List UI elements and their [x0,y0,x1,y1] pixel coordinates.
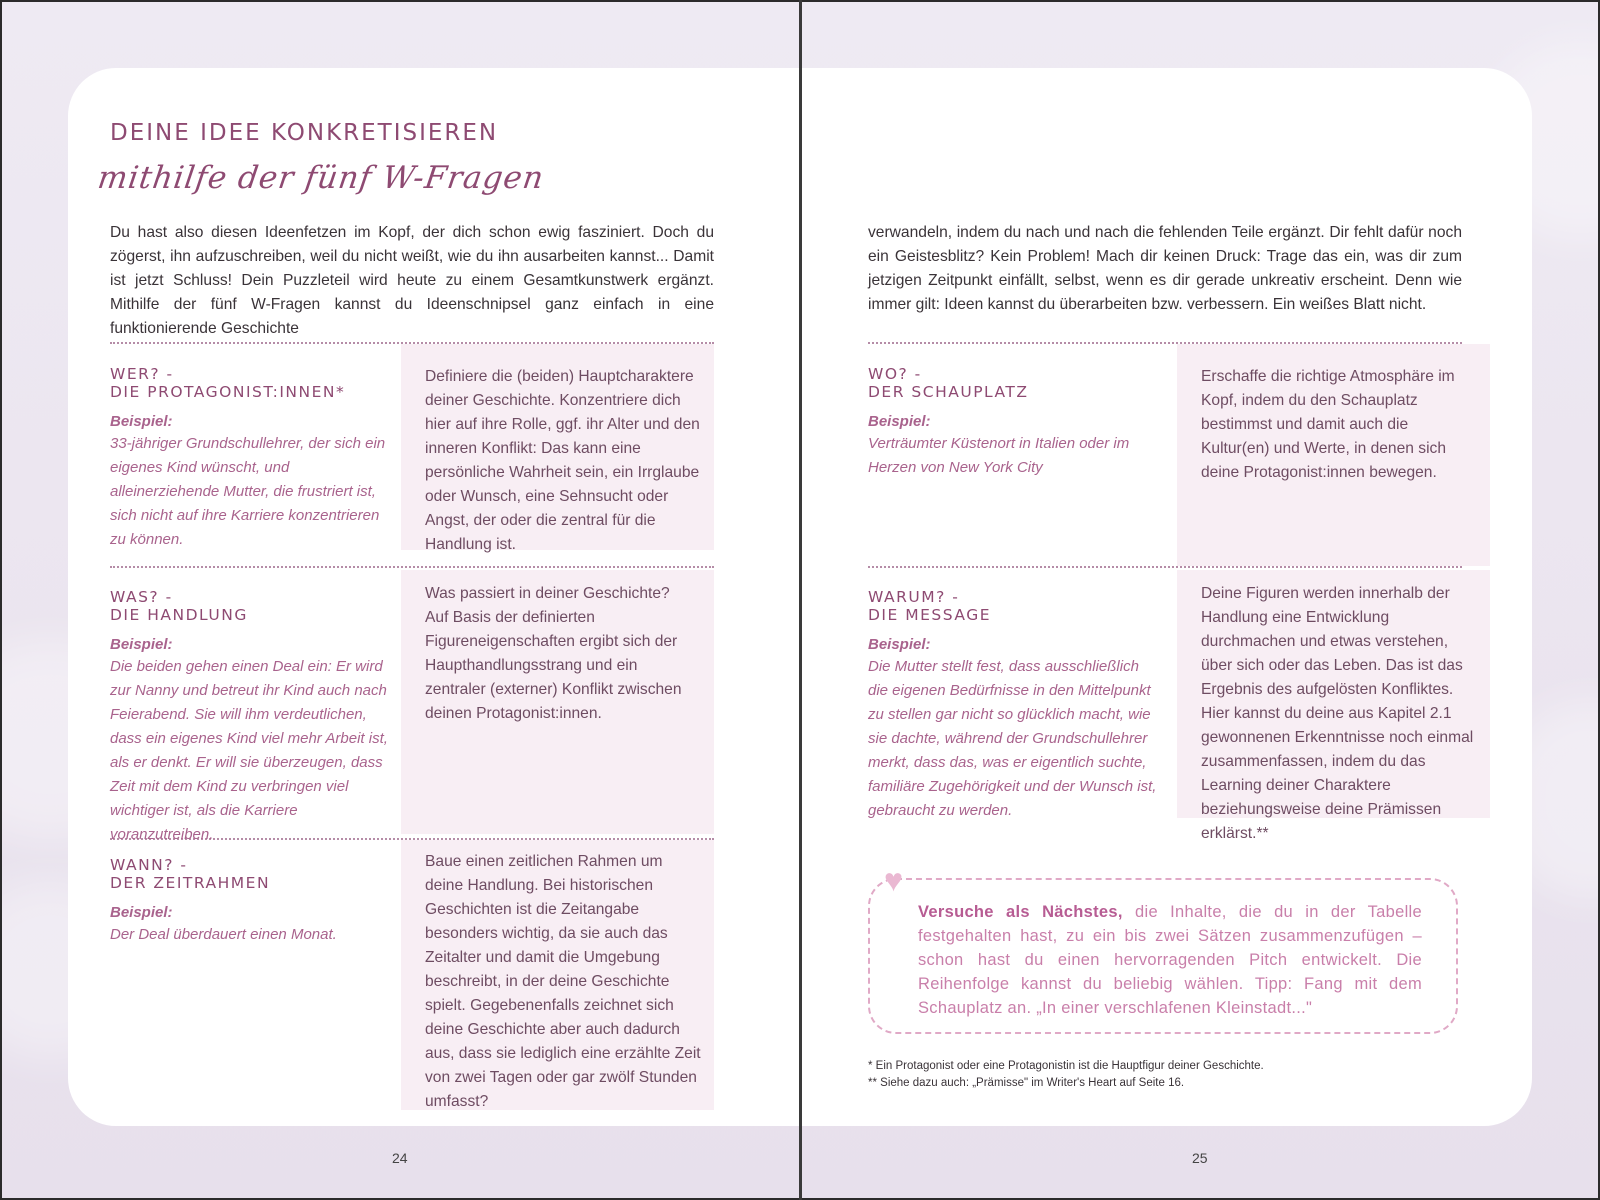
example-label: Beispiel: [110,636,173,653]
tip-text: Versuche als Nächstes, die Inhalte, die du in der Tabelle festgehalten hast, zu ein bis zwei Sätzen zusammenzufügen – schon hast du einen hervorragenden Pitch entwickelt. Die Reihenfolge kannst du beliebig wählen. Tipp: Fang mit dem Schauplatz an. „In einer verschlafenen Kleinstadt..." [918,903,1423,1017]
example-text: 33-jähriger Grundschullehrer, der sich ein eigenes Kind wünscht, und alleinerziehende Mutter, die frustriert ist, sich nicht auf ihre Karriere konzentrieren zu können. [110,435,386,548]
intro-text: Du hast also diesen Ideenfetzen im Kopf, der dich schon ewig fasziniert. Doch du zögerst, ihn aufzuschreiben, weil du nicht weißt, wie du ihn ausarbeiten kannst... Damit ist jetzt Schluss! Dein Puzzleteil wird heute zu einem Gesamtkunstwerk ergänzt. Mithilfe der fünf W-Fragen kannst du Ideenschnipsel ganz einfach in eine funktionierende Geschichte [110,224,714,337]
table-row [868,588,1160,823]
left-page [68,68,800,1126]
example-text: Die beiden gehen einen Deal ein: Er wird zur Nanny und betreut ihr Kind auch nach Feierabend. Sie will ihm verdeutlichen, dass ein eigenes Kind viel mehr Arbeit ist, als er denkt. Er will sie überzeugen, dass Zeit mit dem Kind zu verbringen viel wichtiger ist, als die Karriere voranzutreiben. [110,658,388,843]
right-page [802,68,1532,1126]
example-text: Verträumter Küstenort in Italien oder im Herzen von New York City [868,435,1130,476]
example-label: Beispiel: [110,904,173,921]
table-row [868,365,1160,480]
divider [868,342,1462,344]
table-row [110,856,392,947]
tip-box [868,862,1458,1034]
intro-text: verwandeln, indem du nach und nach die fehlenden Teile ergänzt. Dir fehlt dafür noch ein Geistesblitz? Kein Problem! Mach dir keinen Druck: Trage das ein, was dir zum jetzigen Zeitpunkt einfällt, selbst, wenn es dir gerade unkreativ erscheint. Denn wie immer gilt: Ideen kannst du überarbeiten bzw. verbessern. Ein weißes Blatt nicht. [868,224,1462,313]
question-label: WO? - DER SCHAUPLATZ [868,365,1029,401]
question-label: WER? - DIE PROTAGONIST:INNEN* [110,365,346,401]
page-number-right: 25 [1192,1150,1208,1166]
divider [868,566,1462,568]
divider [110,342,714,344]
row-description: Baue einen zeitlichen Rahmen um deine Handlung. Bei historischen Geschichten ist die Zeitangabe besonders wichtig, da sie auch das Zeitalter und damit die Umgebung beschreibt, in der deine Geschichte spielt. Gegebenenfalls zeichnet sich deine Geschichte aber auch dadurch aus, dass sie lediglich eine erzählte Zeit von zwei Tagen oder gar zwölf Stunden umfasst? [425,853,701,1110]
example-label: Beispiel: [110,413,173,430]
page-subtitle: mithilfe der fünf W-Fragen [95,160,547,196]
question-label: WARUM? - DIE MESSAGE [868,588,991,624]
question-label: WANN? - DER ZEITRAHMEN [110,856,271,892]
row-description: Definiere die (beiden) Hauptcharaktere deiner Geschichte. Konzentriere dich hier auf ihre Rolle, ggf. ihr Alter und den inneren Konflikt: Das kann eine persönliche Wahrheit sein, ein Irrglaube oder Wunsch, eine Sehnsucht oder Angst, der oder die zentral für die Handlung ist. [425,368,700,553]
row-description: Deine Figuren werden innerhalb der Handlung eine Entwicklung durchmachen und etwas verstehen, über sich oder das Leben. Das ist das Ergebnis des aufgelösten Konfliktes. Hier kannst du deine aus Kapitel 2.1 gewonnenen Erkenntnisse noch einmal zusammenfassen, indem du das Learning deiner Charaktere beziehungsweise deine Prämissen erklärst.** [1201,585,1474,842]
page-title: DEINE IDEE KONKRETISIEREN [110,120,499,146]
table-row [110,588,392,847]
table-row [110,365,392,552]
footnote: * Ein Protagonist oder eine Protagonistin ist die Hauptfigur deiner Geschichte. [868,1060,1264,1072]
question-label: WAS? - DIE HANDLUNG [110,588,248,624]
example-text: Der Deal überdauert einen Monat. [110,926,337,943]
divider [110,566,714,568]
footnote: ** Siehe dazu auch: „Prämisse" im Writer's Heart auf Seite 16. [868,1077,1185,1089]
page-number-left: 24 [392,1150,408,1166]
example-text: Die Mutter stellt fest, dass ausschließlich die eigenen Bedürfnisse in den Mittelpunkt zu stellen gar nicht so glücklich macht, wie sie dachte, während der Grundschullehrer merkt, dass das, was er eigentlich suchte, familiäre Zugehörigkeit und der Wunsch ist, gebraucht zu werden. [868,658,1157,819]
row-description: Erschaffe die richtige Atmosphäre im Kopf, indem du den Schauplatz bestimmst und damit auch die Kultur(en) und Werte, in denen sich deine Protagonist:innen bewegen. [1201,368,1455,481]
example-label: Beispiel: [868,636,931,653]
heart-icon: ♥ [884,862,903,898]
example-label: Beispiel: [868,413,931,430]
row-description: Was passiert in deiner Geschichte? Auf Basis der definierten Figureneigenschaften ergibt sich der Haupthandlungsstrang und ein zentraler (externer) Konflikt zwischen deinen Protagonist:innen. [425,585,682,722]
